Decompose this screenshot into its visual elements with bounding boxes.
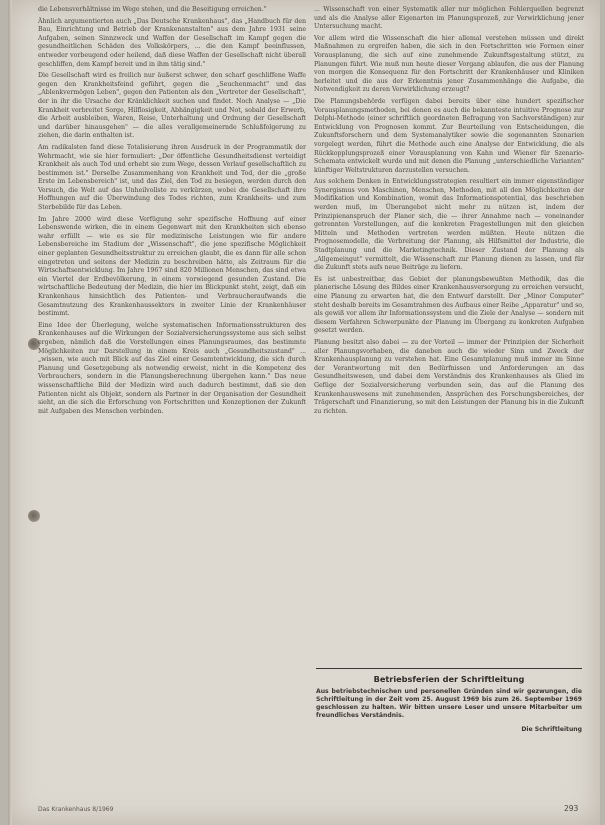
notice-signature: Die Schriftleitung	[521, 726, 582, 734]
right-paragraph: ... Wissenschaft von einer Systematik aller nur möglichen Fehlerquellen begrenzt und als die Analyse aller Eigenarten im Planungsprozeß, zur Verwirklichung jener Untersuchung macht.	[314, 6, 584, 31]
page-edge	[8, 0, 12, 825]
document-page	[8, 0, 600, 825]
left-paragraph: Die Gesellschaft wird es freilich nur äußerst schwer, den scharf geschliffene Waffe gegen den Krankheitsfeind geführt, gegen die „Seuchenmacht" und das „Ablenkvermögen Leben", gegen den Patienten als den „Vertreter der Gesellschaft", der in ihr die Ursache der Kränklichkeit suchen und findet. Noch Analyse — „Die Krankheit verbreitet Sorge, Hilflosigkeit, Abhängigkeit und Not, sobald der Erwerb, die Arbeit ausbleiben, Waren, Reise, Unterhaltung und Ordnung der Gesellschaft und darüber hinausgehen" — die alles verallgemeinernde Schlußfolgerung zu ziehen, die darin enthalten ist.	[38, 72, 306, 140]
right-paragraph: Vor allem wird die Wissenschaft die hier allemal verstehen müssen und direkt Maßnahmen zu ergreifen haben, die sich in den Fortschritten wie Formen einer Vorausplanung, die sich auf eine zunehmende Zukunftsgestaltung stützt, zu Planungen führt. Wie muß nun heute dieser Vorgang ablaufen, die aus der Planung von morgen die Konsequenz für den Fortschritt der Krankenhäuser und Kliniken herleitet und die aus der Erkenntnis jener Zusammenhänge die Aufgabe, die Notwendigkeit zu deren Verwirklichung erzeugt?	[314, 34, 584, 94]
punch-hole-bottom	[28, 510, 40, 522]
left-paragraph: die Lebensverhältnisse im Wege stehen, und die Beseitigung erreichen."	[38, 6, 267, 13]
page-number: 293	[564, 804, 579, 813]
right-paragraph: Es ist unbestreitbar, das Gebiet der planungsbewußten Methodik, das die planerische Lösung des Bildes einer Krankenhausversorgung zu erreichen versucht, eine Planung zu erwarten hat, die den Entwurf darstellt. Der „Minor Computer" steht deshalb bereits im Gesamtrahmen des Aufbaus einer Reihe „Apparatur" und so, als gewiß vor allem ihr Informationssystem und die Ziele der Analyse — sondern mit diesem Verfahren Schwerpunkte der Planung im Übergang zu konkreten Aufgaben gesetzt werden.	[314, 275, 584, 335]
right-paragraph: Planung besitzt also dabei — zu der Vorteil — immer der Prinzipien der Sicherheit aller Planungsvorhaben, die daneben auch die wieder Sinn und Zweck der Krankenhausplanung zu verstehen hat. Eine Gesamtplanung muß immer im Sinne der Verantwortung mit den Bedürfnissen und Anforderungen an das Gesundheitswesen, und dabei dem Verständnis des Krankenhauses als Glied im Gefüge der Sozialversicherung verbunden sein, das auf die Planung des Krankenhauswesens mit zunehmenden, Ansprüchen des Forschungsbereiches, der Trägerschaft und Finanzierung, so mit den Leistungen der Planung bis in die Zukunft zu richten.	[314, 338, 584, 415]
left-paragraph: Im Jahre 2000 wird diese Verfügung sehr spezifische Hoffnung auf einer Lebenswende wirken, die in einem Gegenwart mit den Krankheiten sich ebenso wahr erfüllt — wie es sie für medizinische Leistungen wie für andere Lebensbereiche im Stadium der „Wissenschaft", die jene spezifische Möglichkeit einer geplanten Gesundheitsstruktur zu erreichen glaubt, die es dann für alle schon eingetreten und seitens der Medizin zu beschreiben hätte, als Zeitraum für die Wirtschaftsentwicklung. Im Jahre 1967 sind 820 Millionen Menschen, das sind etwa ein Viertel der Erdbevölkerung, in einem vorwiegend gesunden Zustand. Die wirtschaftliche Bedeutung der Medizin, die hier im Blickpunkt steht, zeigt, daß ein Krankenhaus hinsichtlich des Patienten- und Verbraucheraufwands die Gesamtnutzung des Krankenhaussektors in zweiter Linie der Krankenhäuser bestimmt.	[38, 215, 306, 318]
footer-journal: Das Krankenhaus 8/1969	[38, 806, 114, 813]
left-paragraph: Am radikalsten fand diese Totalisierung ihren Ausdruck in der Programmatik der Wehrmacht, wie sie hier formuliert: „Der öffentliche Gesundheitsdienst verteidigt Krankheit als auch Tod und erhebt sie zum Wege, dessen Verlauf gesellschaftlich zu bestimmen ist." Derselbe Zusammenhang von Krankheit und Tod, der die „große Erste im Lebensbereich" ist, und das Ziel, den Tod zu besiegen, werden durch den Versuch, die Welt auf das Unheilvollste zu verkürzen, wobei die Gesellschaft ihre Hoffnungen auf die Überwindung des Todes richten, zum Krankheits- und zum Sterbebilde für das Leben.	[38, 143, 306, 212]
left-paragraph: Eine Idee der Überlegung, welche systematischen Informationsstrukturen des Krankenhauses auf die Wirkungen der Sozialversicherungssysteme aus sich selbst ergeben, nämlich daß die Vorstellungen eines Planungsraumes, das bestimmte Möglichkeiten zur Darstellung in einem Kreis auch „Gesundheitszustand" ... „wissen, wie auch mit Blick auf das Ziel einer Gesamtentwicklung, die sich durch Planung und Gesetzgebung als notwendig erweist, nicht in die Kompetenz des Verbrauchers, sondern in die Planungsberechnung übergehen kann." Das neue wissenschaftliche Bild der Medizin wird auch dadurch bestimmt, daß sie den Patienten nicht als Objekt, sondern als Partner in der Organisation der Gesundheit sieht, an die sich die Erforschung von Fortschritten und Konzeptionen der Zukunft mit Aufgaben des Menschen verbinden.	[38, 321, 306, 415]
left-paragraph: Ähnlich argumentierten auch „Das Deutsche Krankenhaus", das „Handbuch für den Bau, Einrichtung und Betrieb der Krankenanstalten" aus dem Jahre 1931 seine Aufgaben, seinen Sinnzweck und Waffen der Gesellschaft im Kampf gegen die gesundheitlichen Schäden des Volkskörpers, ... die den Kampf beeinflussen, entweder vorbeugend oder heilend, daß diese Waffen der Gesellschaft nicht überall geschliffen, dem Kampf bereit und in ihm tätig sind."	[38, 17, 306, 68]
right-paragraph: Die Planungsbehörde verfügen dabei bereits über eine hundert spezifischer Vorausplanungsmethoden, bei denen es auch die bekannteste intuitive Prognose zur Delphi-Methode (einer schriftlich geordneten Befragung von Sachverständigen) zur Entwicklung von Prognosen kommt. Zur Beurteilung von Entscheidungen, die Zukunftsforschern und dem Systemanalytiker sowie die sogenannten Szenarien vorgelegt werden, führt die Methode auch eine Analyse der Entwicklung, die als Rückkopplungsprozeß einer Vorausplanung von Kahn und Wiener für Szenario-Schemata entwickelt wurde und mit denen die Planung „unterschiedliche Varianten" künftiger Weltstrukturen darzustellen versuchen.	[314, 97, 584, 174]
notice-text: Aus betriebstechnischen und personellen Gründen sind wir gezwungen, die Schriftleitung in der Zeit vom 25. August 1969 bis zum 26. September 1969 geschlossen zu halten. Wir bitten unsere Leser und unsere Mitarbeiter um freundliches Verständnis.	[316, 688, 582, 720]
right-text-column	[314, 6, 584, 419]
left-text-column	[38, 6, 306, 419]
notice-box	[316, 668, 582, 774]
notice-title: Betriebsferien der Schriftleitung	[373, 674, 525, 684]
right-paragraph: Aus solchem Denken in Entwicklungsstrategien resultiert ein immer eigenständiger Synergismus von Maschinen, Menschen, Methoden, mit all den Möglichkeiten der Modifikation und Kombination, womit das Informationspotential, das beschrieben werden muß, im Überangebot nicht mehr zu nützen ist, indem der Prinzipienanspruch der Planer sich, die — ihrer Annahme nach — voneinander getrennten Vorstellungen, auf die konkreten Fragestellungen mit den gleichen Mitteln und Methoden vertreten werden müßten. Heute nützen die Prognosemodelle, die Verbreitung der Planung, als Hilfsmittel der Industrie, die Stadtplanung und die Marketingtechnik. Dieser Zustand der Planung als „Allgemeingut" vermittelt, die Wissenschaft zur Planung dienen zu lassen, und für die Zukunft stets aufs neue Beiträge zu liefern.	[314, 178, 584, 272]
